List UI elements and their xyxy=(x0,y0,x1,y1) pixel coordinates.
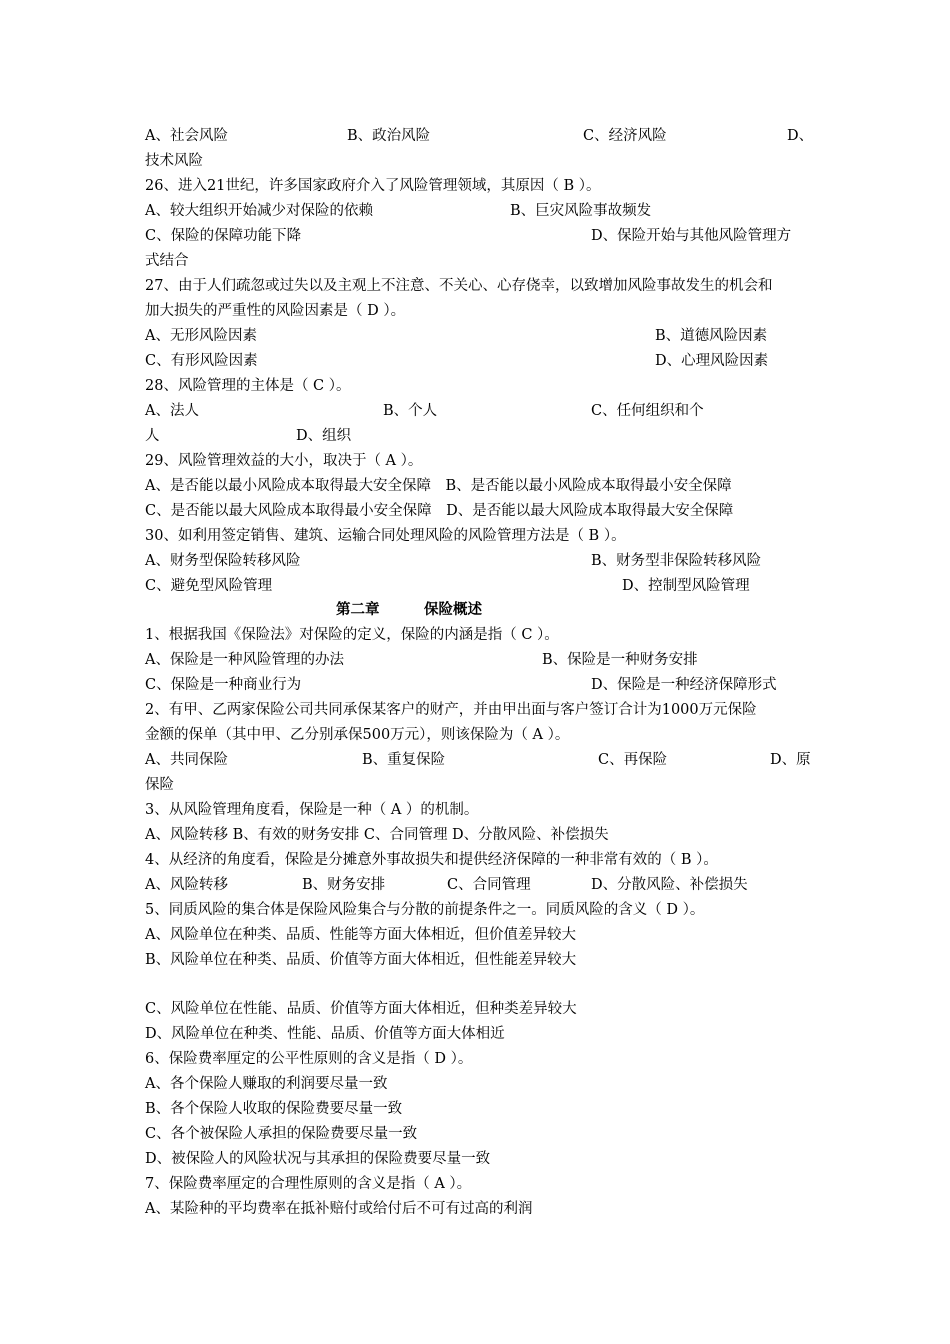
option-a: A、风险转移 xyxy=(145,877,228,893)
options-line: A、风险转移 B、有效的财务安排 C、合同管理 D、分散风险、补偿损失 xyxy=(145,827,609,843)
option-d-continued: 技术风险 xyxy=(145,153,203,169)
option-d: D、组织 xyxy=(296,428,352,444)
options-a-b: A、是否能以最小风险成本取得最大安全保障 B、是否能以最小风险成本取得最小安全保障 xyxy=(145,478,732,494)
option-d: D、保险是一种经济保障形式 xyxy=(591,677,777,693)
option-d-continued: 保险 xyxy=(145,777,174,793)
option-b: B、政治风险 xyxy=(347,128,431,144)
option-d: D、 xyxy=(787,128,814,144)
option-c: C、任何组织和个 xyxy=(591,403,704,419)
option-a: A、法人 xyxy=(145,403,199,419)
option-c-continued: 人 xyxy=(145,428,160,444)
option-b: B、道德风险因素 xyxy=(655,328,768,344)
option-d: D、控制型风险管理 xyxy=(622,578,750,594)
option-d: D、原 xyxy=(770,752,811,768)
option-a: A、共同保险 xyxy=(145,752,228,768)
question-27: 27、由于人们疏忽或过失以及主观上不注意、不关心、心存侥幸，以致增加风险事故发生的机会和 xyxy=(145,278,773,294)
question-1: 1、根据我国《保险法》对保险的定义，保险的内涵是指（ C ）。 xyxy=(145,627,559,643)
option-c: C、保险是一种商业行为 xyxy=(145,677,302,693)
option-b: B、财务安排 xyxy=(302,877,386,893)
option-c: C、合同管理 xyxy=(447,877,531,893)
question-3: 3、从风险管理角度看，保险是一种（ A ）的机制。 xyxy=(145,802,479,818)
option-d: D、分散风险、补偿损失 xyxy=(591,877,748,893)
question-2-continued: 金额的保单（其中甲、乙分别承保500万元），则该保险为（ A ）。 xyxy=(145,727,570,743)
question-6: 6、保险费率厘定的公平性原则的含义是指（ D ）。 xyxy=(145,1051,473,1067)
question-29: 29、风险管理效益的大小，取决于（ A ）。 xyxy=(145,453,423,469)
option-a: A、财务型保险转移风险 xyxy=(145,553,301,569)
option-a: A、无形风险因素 xyxy=(145,328,257,344)
options-c-d: C、是否能以最大风险成本取得最小安全保障 D、是否能以最大风险成本取得最大安全保障 xyxy=(145,503,734,519)
option-a: A、保险是一种风险管理的办法 xyxy=(145,652,344,668)
question-2: 2、有甲、乙两家保险公司共同承保某客户的财产，并由甲出面与客户签订合计为1000万元保险 xyxy=(145,702,757,718)
question-5: 5、同质风险的集合体是保险风险集合与分散的前提条件之一。同质风险的含义（ D ）。 xyxy=(145,902,705,918)
option-b: B、各个保险人收取的保险费要尽量一致 xyxy=(145,1101,403,1117)
option-d: D、风险单位在种类、性能、品质、价值等方面大体相近 xyxy=(145,1026,505,1042)
option-a: A、社会风险 xyxy=(145,128,228,144)
option-a: A、某险种的平均费率在抵补赔付或给付后不可有过高的利润 xyxy=(145,1201,533,1217)
option-a: A、较大组织开始减少对保险的依赖 xyxy=(145,203,373,219)
question-30: 30、如利用签定销售、建筑、运输合同处理风险的风险管理方法是（ B ）。 xyxy=(145,528,626,544)
option-b: B、重复保险 xyxy=(362,752,446,768)
option-a: A、各个保险人赚取的利润要尽量一致 xyxy=(145,1076,388,1092)
option-b: B、风险单位在种类、品质、价值等方面大体相近，但性能差异较大 xyxy=(145,952,577,968)
option-c: C、各个被保险人承担的保险费要尽量一致 xyxy=(145,1126,418,1142)
option-a: A、风险单位在种类、品质、性能等方面大体相近，但价值差异较大 xyxy=(145,927,576,943)
chapter-number: 第二章 xyxy=(336,601,380,618)
chapter-title: 保险概述 xyxy=(424,601,482,618)
option-b: B、巨灾风险事故频发 xyxy=(510,203,652,219)
option-c: C、避免型风险管理 xyxy=(145,578,273,594)
option-d-continued: 式结合 xyxy=(145,253,189,269)
question-27-continued: 加大损失的严重性的风险因素是（ D ）。 xyxy=(145,303,406,319)
option-b: B、财务型非保险转移风险 xyxy=(591,553,762,569)
option-b: B、个人 xyxy=(383,403,438,419)
question-28: 28、风险管理的主体是（ C ）。 xyxy=(145,378,351,394)
option-d: D、心理风险因素 xyxy=(655,353,769,369)
option-c: C、经济风险 xyxy=(583,128,667,144)
question-7: 7、保险费率厘定的合理性原则的含义是指（ A ）。 xyxy=(145,1176,472,1192)
option-c: C、再保险 xyxy=(598,752,668,768)
option-d: D、保险开始与其他风险管理方 xyxy=(591,228,792,244)
option-c: C、有形风险因素 xyxy=(145,353,258,369)
question-4: 4、从经济的角度看，保险是分摊意外事故损失和提供经济保障的一种非常有效的（ B ）。 xyxy=(145,852,718,868)
option-d: D、被保险人的风险状况与其承担的保险费要尽量一致 xyxy=(145,1151,491,1167)
option-c: C、保险的保障功能下降 xyxy=(145,228,302,244)
question-26: 26、进入21世纪，许多国家政府介入了风险管理领域，其原因（ B ）。 xyxy=(145,178,601,194)
option-c: C、风险单位在性能、品质、价值等方面大体相近，但种类差异较大 xyxy=(145,1001,577,1017)
option-b: B、保险是一种财务安排 xyxy=(542,652,698,668)
